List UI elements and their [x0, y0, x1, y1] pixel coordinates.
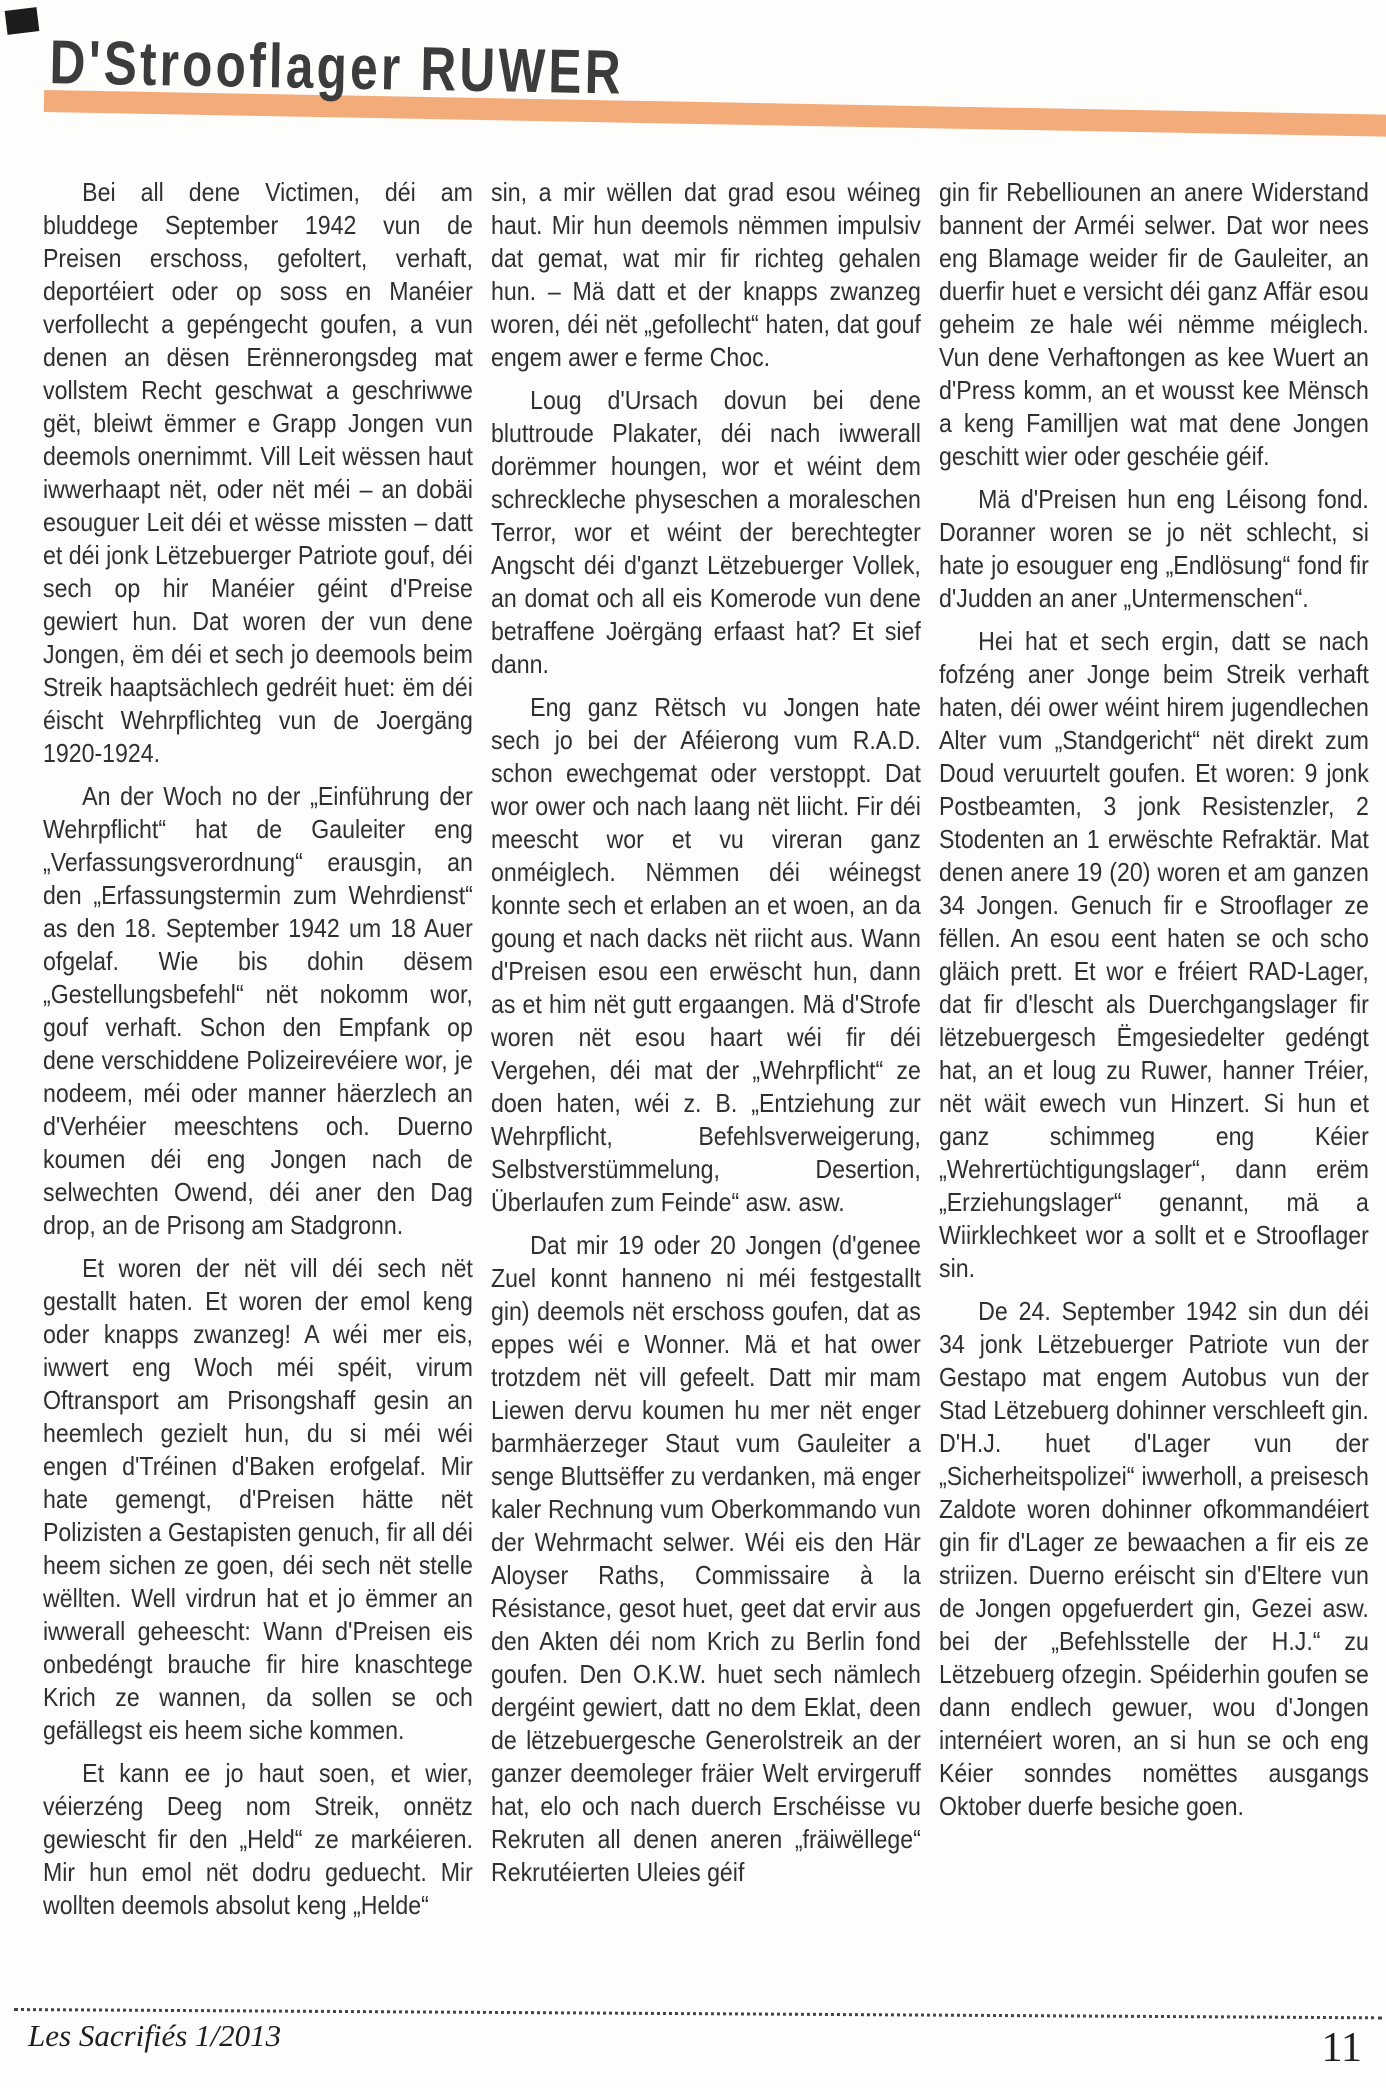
paragraph: An der Woch no der „Einführung der Wehrpflicht“ hat de Gauleiter eng „Verfassungsverordnung“ erausgin, an den „Erfassungstermin zum Wehrdienst“ as den 18. September 1942 um 18 Auer ofgelaf. Wie bis dohin dësem „Gestellungsbefehl“ nët nokomm wor, gouf verhaft. Schon den Empfank op dene verschiddene Polizeirevéiere wor, je nodeem, méi oder manner häerzlech an d'Verhéier meeschtens och. Duerno koumen déi eng Jongen nach de selwechten Owend, déi aner den Dag drop, an de Prisong am Stadgronn. — [43, 781, 473, 1240]
column-3-text — [939, 176, 1369, 1823]
header — [0, 0, 1386, 188]
paragraph: Eng ganz Rëtsch vu Jongen hate sech jo bei der Aféierong vum R.A.D. schon ewechgemat oder verstoppt. Dat wor ower och nach laang nët liicht. Fir déi meescht wor et vu vireran ganz onméiglech. Nëmmen déi wéinegst konnte sech et erlaben an et woen, an da goung et nach dacks nët riicht aus. Wann d'Preisen esou een erwëscht hun, dann as et him nët gutt ergaangen. Mä d'Strofe woren nët esou haart wéi fir déi Vergehen, déi mat der „Wehrpflicht“ ze doen haten, wéi z. B. „Entziehung zur Wehrpflicht, Befehlsverweigerung, Selbstverstümmelung, Desertion, Überlaufen zum Feinde“ asw. asw. — [491, 692, 921, 1217]
journal-title: Les Sacrifiés 1/2013 — [28, 2018, 282, 2053]
column-2-text — [491, 176, 921, 1889]
paragraph: Et kann ee jo haut soen, et wier, véierzéng Deeg nom Streik, onnëtz gewiescht fir den „Held“ ze markéieren. Mir hun emol nët dodru geduecht. Mir wollten deemols absolut keng „Helde“ — [43, 1758, 473, 1920]
paragraph: Et woren der nët vill déi sech nët gestallt haten. Et woren der emol keng oder knapps zwanzeg! A wéi mer eis, iwwert eng Woch méi spéit, virum Oftransport am Prisongshaff gesin an heemlech gezielt hun, du si méi wéi engen d'Tréinen d'Baken erofgelaf. Mir hate gemengt, d'Preisen hätte nët Polizisten a Gestapisten genuch, fir all déi heem sichen ze goen, déi sech nët stelle wëllten. Well virdrun hat et jo ëmmer an iwwerall geheescht: Wann d'Preisen eis onbedéngt brauche fir hire knaschtege Krich ze wannen, da sollen se och gefällegst eis heem siche kommen. — [43, 1253, 473, 1745]
paragraph: Dat mir 19 oder 20 Jongen (d'genee Zuel konnt hanneno ni méi festgestallt gin) deemols nët erschoss goufen, dat as eppes wéi e Wonner. Mä et hat ower trotzdem nët vill gefeelt. Datt mir mam Liewen dervu koumen hu mer nët enger barmhäerzeger Staut vum Gauleiter a senge Bluttsëffer zu verdanken, mä enger kaler Rechnung vum Oberkommando vun der Wehrmacht selwer. Wéi eis den Här Aloyser Raths, Commissaire à la Résistance, gesot huet, geet dat ervir aus den Akten déi nom Krich zu Berlin fond goufen. Den O.K.W. huet sech nämlech dergéint gewiert, datt no dem Eklat, deen de lëtzebuergesche Generolstreik an der ganzer deemoleger fräier Welt ervirgeruff hat, elo och nach duerch Erschéisse vu Rekruten all denen aneren „fräiwëllege“ Rekrutéierten Uleies géif — [491, 1230, 921, 1887]
column-1-text — [43, 176, 473, 1922]
paragraph: Mä d'Preisen hun eng Léisong fond. Doranner woren se jo nët schlecht, si hate jo esouguer eng „Endlösung“ fond fir d'Judden an aner „Untermenschen“. — [939, 484, 1369, 613]
paragraph: sin, a mir wëllen dat grad esou wéineg haut. Mir hun deemols nëmmen impulsiv dat gemat, wat mir fir richteg gehalen hun. – Mä datt et der knapps zwanzeg woren, déi nët „gefollecht“ haten, dat gouf engem awer e ferme Choc. — [491, 177, 921, 372]
paragraph: Loug d'Ursach dovun bei dene bluttroude Plakater, déi nach iwwerall dorëmmer houngen, wor et wéint dem schreckleche physeschen a moraleschen Terror, wor et wéint der berechtegter Angscht déi d'ganzt Lëtzebuerger Vollek, an domat och all eis Komerode vun dene betraffene Joërgäng erfaast hat? Et sief dann. — [491, 385, 921, 679]
paragraph: gin fir Rebelliounen an anere Widerstand bannent der Arméi selwer. Dat wor nees eng Blamage weider fir de Gauleiter, an duerfir huet e versicht déi ganz Affär esou geheim ze hale wéi nëmme méiglech. Vun dene Verhaftongen as kee Wuert an d'Press komm, an et wousst kee Mënsch a keng Familljen wat mat dene Jongen geschitt wier oder geschéie géif. — [939, 177, 1369, 471]
column-2 — [491, 176, 921, 2006]
paragraph: Hei hat et sech ergin, datt se nach fofzéng aner Jonge beim Streik verhaft haten, déi ower wéint hirem jugendlechen Alter vum „Standgericht“ nët direkt zum Doud veruurtelt goufen. Et woren: 9 jonk Postbeamten, 3 jonk Resistenzler, 2 Stodenten an 1 erwëschte Refraktär. Mat denen anere 19 (20) woren et am ganzen 34 Jongen. Genuch fir e Strooflager ze fëllen. An esou eent haten se och scho gläich prett. Et wor e fréiert RAD-Lager, dat fir d'lescht als Duerchgangslager fir lëtzebuergesch Ëmgesiedelter gedéngt hat, an et loug zu Ruwer, hanner Tréier, nët wäit ewech vun Hinzert. Si hun et ganz schimmeg eng Kéier „Wehrertüchtigungslager“, dann erëm „Erziehungslager“ genannt, mä a Wiirklechkeet wor a sollt et e Strooflager sin. — [939, 626, 1369, 1283]
column-3 — [939, 176, 1369, 2006]
column-1 — [43, 176, 473, 2006]
article-columns — [43, 176, 1369, 2006]
paragraph: Bei all dene Victimen, déi am bluddege September 1942 vun de Preisen erschoss, gefoltert, verhaft, deportéiert oder op soss en Manéier verfollecht a gepéngecht goufen, a vun denen an dësen Erënnerongsdeg mat vollstem Recht geschwat a geschriwwe gët, bleiwt ëmmer e Grapp Jongen vun deemols onernimmt. Vill Leit wëssen haut iwwerhaapt nët, oder nët méi – an dobäi esouguer Leit déi et wësse missten – datt et déi jonk Lëtzebuerger Patriote gouf, déi sech op hir Manéier géint d'Preise gewiert hun. Dat woren der vun dene Jongen, ëm déi et sech jo deemools beim Streik haaptsächlech gedréit huet: ëm déi éischt Wehrpflichteg vun de Joergäng 1920-1924. — [43, 177, 473, 768]
paragraph: De 24. September 1942 sin dun déi 34 jonk Lëtzebuerger Patriote vun der Gestapo mat engem Autobus vun der Stad Lëtzebuerg dohinner verschleeft gin. D'H.J. huet d'Lager vun der „Sicherheitspolizei“ iwwerholl, a preisesch Zaldote woren dohinner ofkommandéiert gin fir d'Lager ze bewaachen a fir eis ze striizen. Duerno eréischt sin d'Eltere vun de Jongen opgefuerdert gin, Gezei asw. bei der „Befehlsstelle der H.J.“ zu Lëtzebuerg ofzegin. Spéiderhin goufen se dann endlech gewuer, wou d'Jongen internéiert woren, an si hun se och eng Kéier sonndes nomëttes ausgangs Oktober duerfe besiche goen. — [939, 1296, 1369, 1821]
page-number: 11 — [1321, 2025, 1362, 2071]
page-title: D'Strooflager RUWER — [49, 28, 625, 108]
